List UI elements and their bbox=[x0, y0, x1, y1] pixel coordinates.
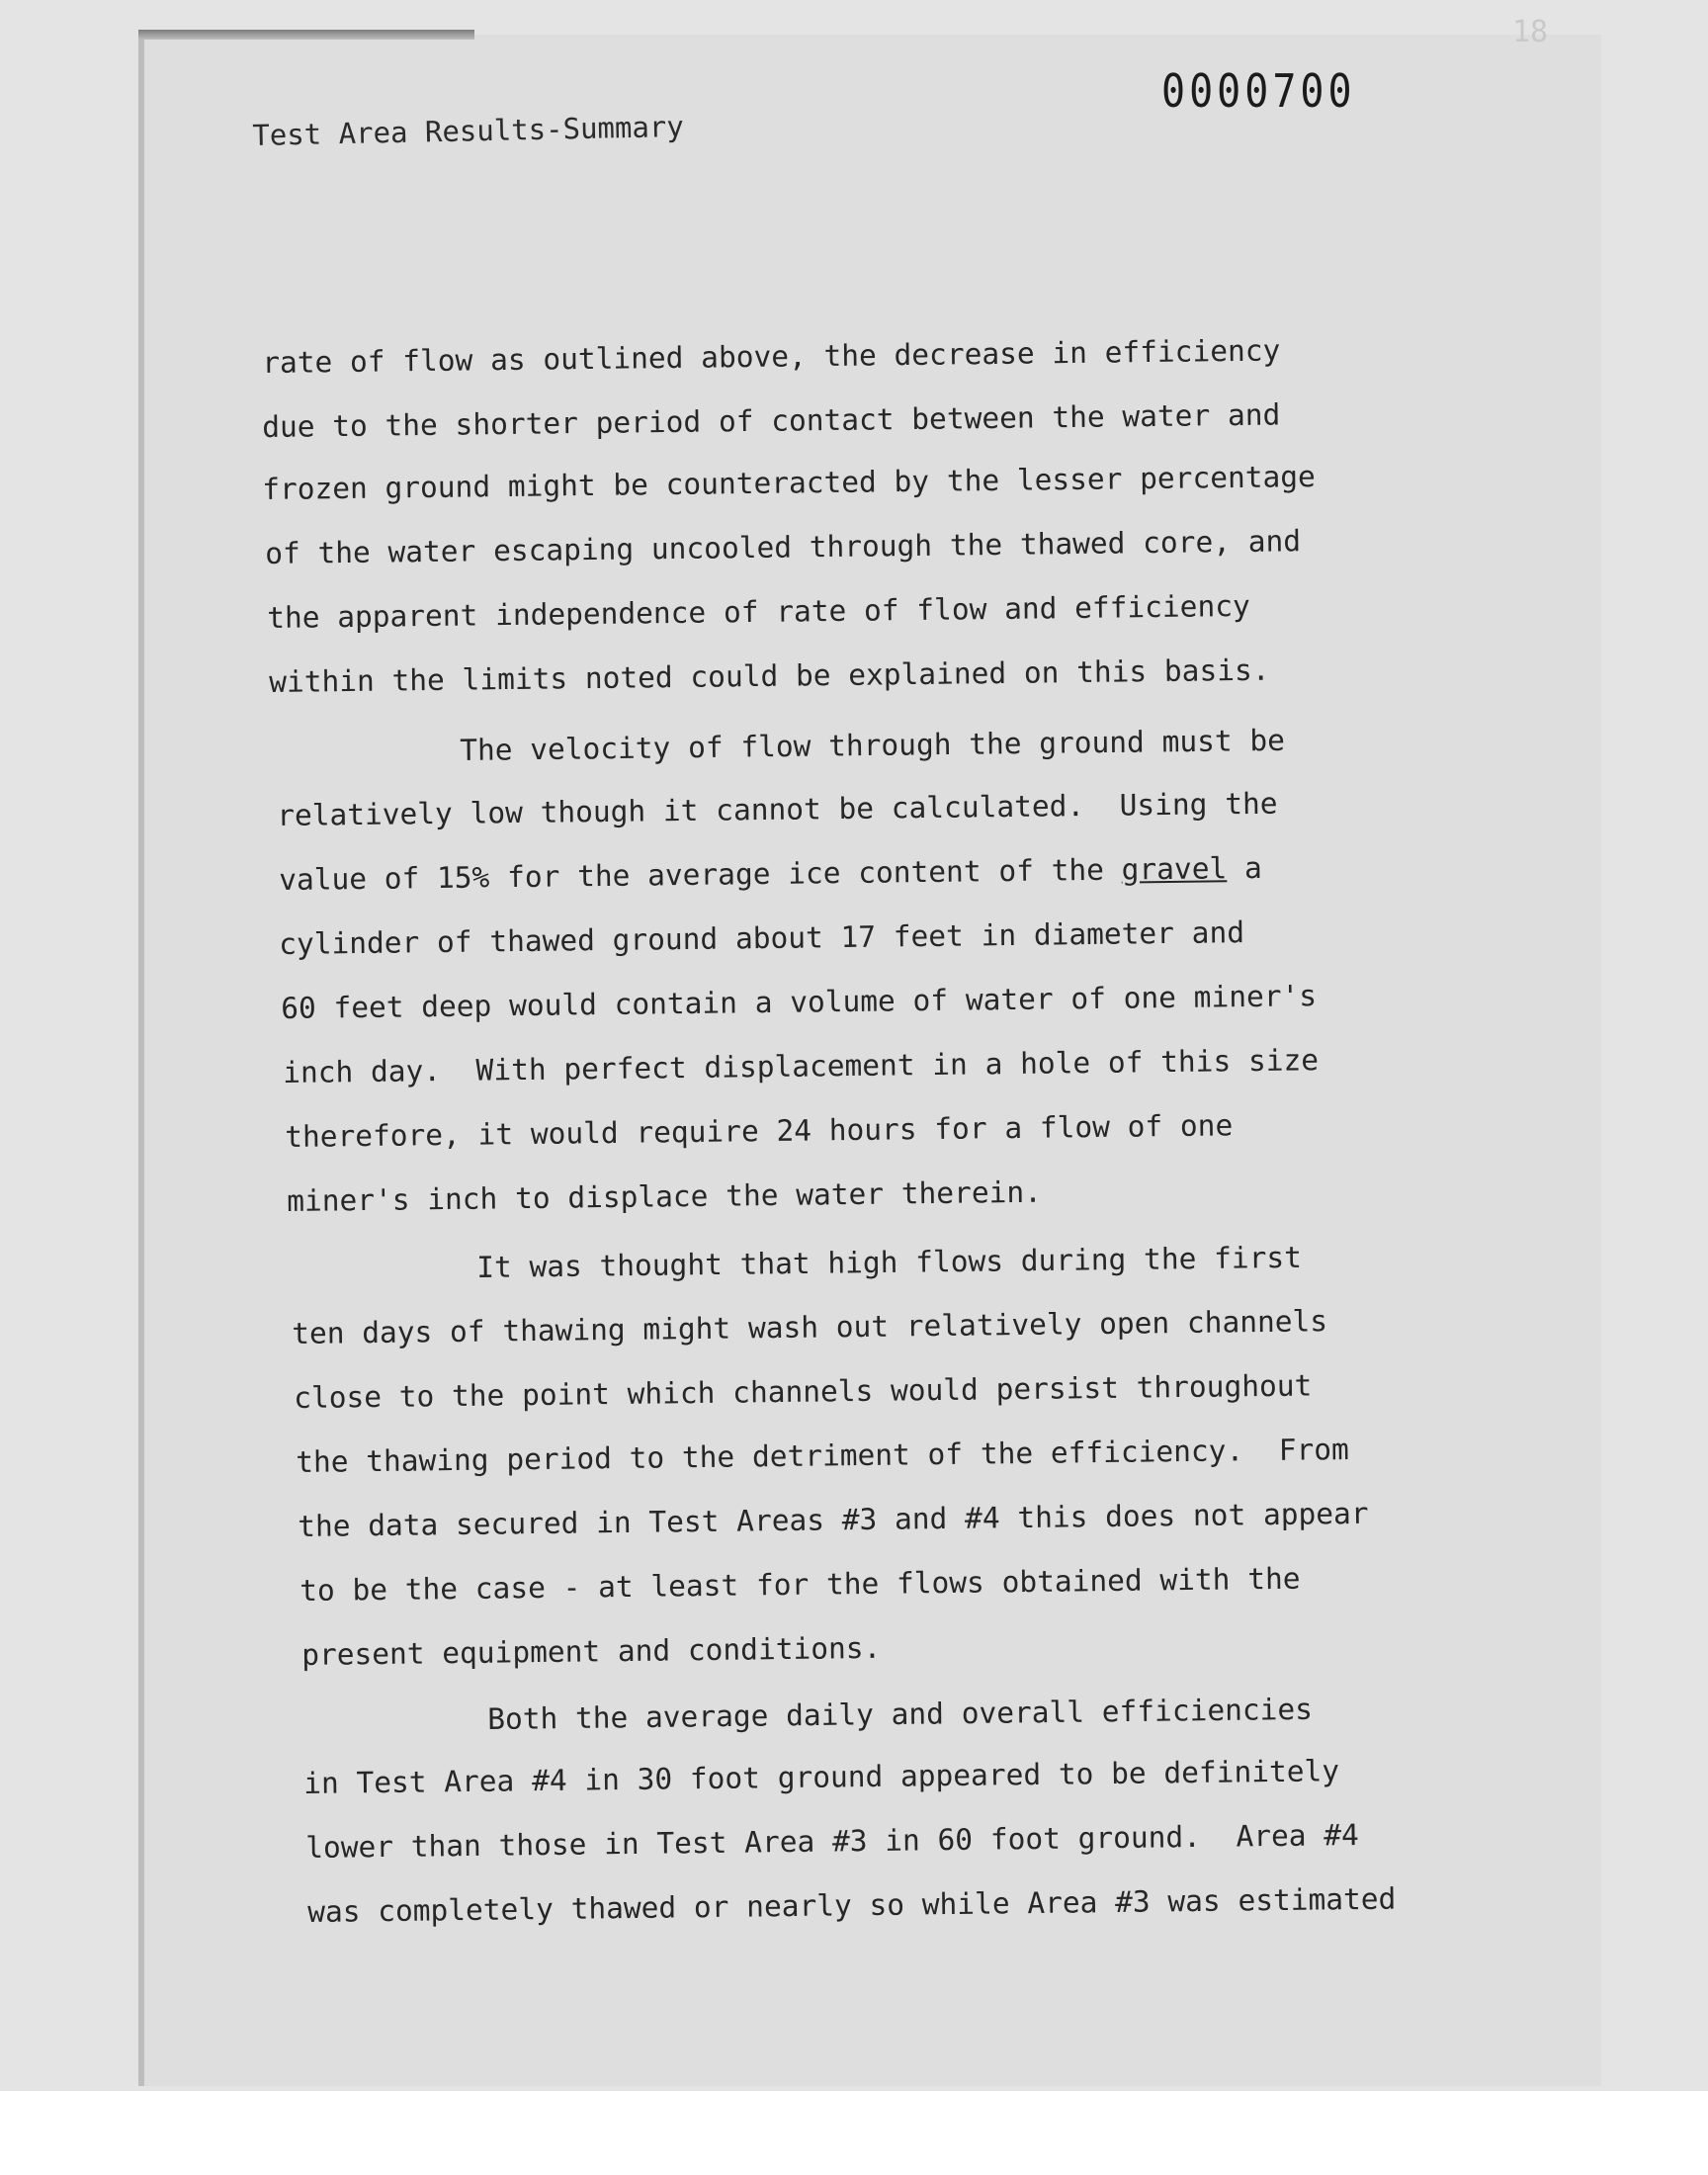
body-line-8: relatively low though it cannot be calculated. Using the bbox=[277, 786, 1278, 832]
page-header-title: Test Area Results-Summary bbox=[252, 109, 685, 152]
body-line-23: in Test Area #4 in 30 foot ground appeared to be definitely bbox=[303, 1754, 1340, 1800]
body-line-19: the data secured in Test Areas #3 and #4 this does not appear bbox=[298, 1496, 1369, 1543]
body-line-1: rate of flow as outlined above, the decrease in efficiency bbox=[262, 333, 1281, 380]
body-line-17: close to the point which channels would persist throughout bbox=[294, 1368, 1313, 1415]
body-line-10: cylinder of thawed ground about 17 feet in diameter and bbox=[279, 915, 1245, 961]
body-line-11: 60 feet deep would contain a volume of water of one miner's bbox=[281, 979, 1318, 1025]
page-marker: 18 bbox=[1512, 15, 1549, 49]
document-number: 0000700 bbox=[1161, 65, 1356, 119]
body-line-3: frozen ground might be counteracted by the lesser percentage bbox=[262, 459, 1316, 506]
body-line-9-text: value of 15% for the average ice content of the bbox=[279, 852, 1122, 897]
body-line-18: the thawing period to the detriment of the efficiency. From bbox=[296, 1432, 1349, 1479]
body-line-5: the apparent independence of rate of flow and efficiency bbox=[267, 588, 1250, 635]
underlined-word: gravel bbox=[1121, 851, 1228, 887]
body-line-2: due to the shorter period of contact between the water and bbox=[262, 397, 1281, 444]
body-line-14: miner's inch to displace the water therein. bbox=[287, 1174, 1043, 1218]
sheet-edge-shadow bbox=[138, 30, 474, 40]
body-line-4: of the water escaping uncooled through the thawed core, and bbox=[265, 524, 1302, 570]
body-line-20: to be the case - at least for the flows obtained with the bbox=[299, 1561, 1301, 1608]
body-line-15: It was thought that high flows during the first bbox=[476, 1240, 1303, 1284]
body-line-16: ten days of thawing might wash out relatively open channels bbox=[292, 1304, 1328, 1350]
body-line-24: lower than those in Test Area #3 in 60 foot ground. Area #4 bbox=[305, 1817, 1359, 1865]
body-line-7: The velocity of flow through the ground must be bbox=[460, 723, 1286, 767]
body-line-13: therefore, it would require 24 hours for a flow of one bbox=[285, 1108, 1234, 1154]
body-line-6: within the limits noted could be explained on this basis. bbox=[269, 652, 1270, 699]
body-line-12: inch day. With perfect displacement in a hole of this size bbox=[283, 1043, 1320, 1089]
body-line-21: present equipment and conditions. bbox=[301, 1630, 882, 1672]
body-line-9-tail: a bbox=[1227, 850, 1262, 886]
body-line-22: Both the average daily and overall efficiencies bbox=[487, 1692, 1314, 1736]
body-line-25: was completely thawed or nearly so while Area #3 was estimated bbox=[307, 1881, 1397, 1929]
